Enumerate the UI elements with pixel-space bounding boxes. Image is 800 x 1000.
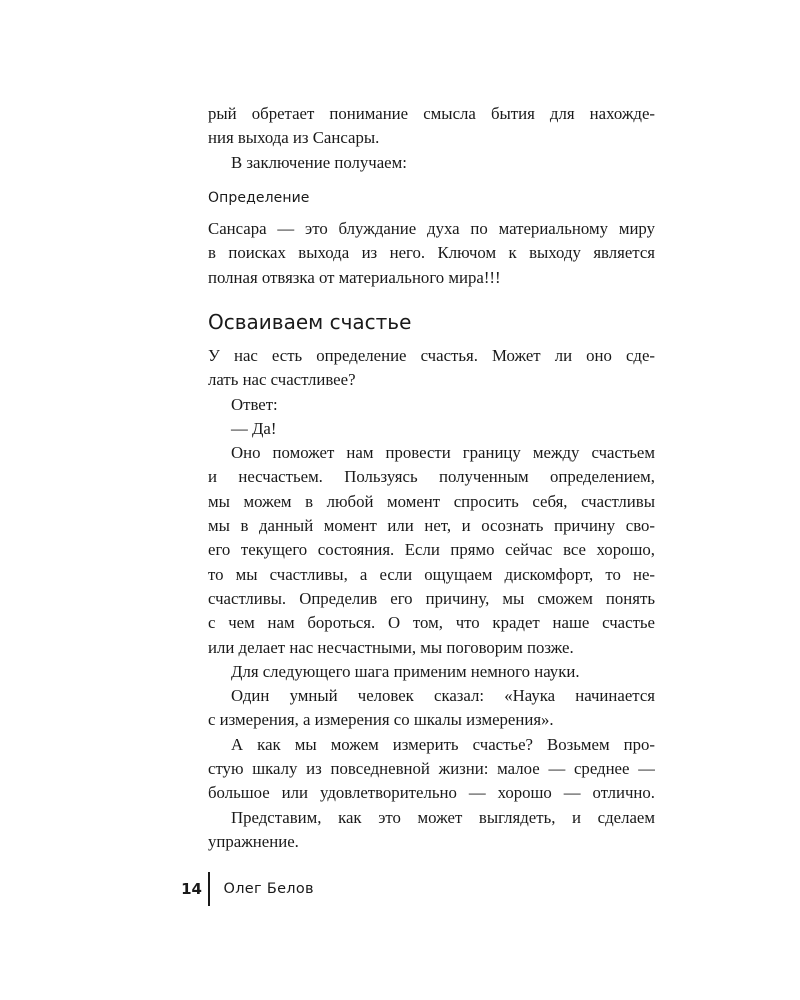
text-line: Один умный человек сказал: «Наука начинается: [231, 686, 655, 706]
text-line: его текущего состояния. Если прямо сейчас все хорошо,: [208, 540, 655, 560]
text-line: А как мы можем измерить счастье? Возьмем про-: [231, 734, 655, 754]
text-line: Представим, как это может выглядеть, и сделаем: [231, 807, 655, 827]
text-line: ния выхода из Сансары.: [208, 128, 380, 148]
text-line: мы в данный момент или нет, и осознать причину сво-: [208, 516, 655, 536]
page-number: 14: [181, 880, 202, 898]
text-line: с измерения, а измерения со шкалы измерения».: [208, 710, 554, 730]
text-line: мы можем в любой момент спросить себя, счастливы: [208, 491, 655, 511]
text-line: в поисках выхода из него. Ключом к выходу является: [208, 243, 655, 263]
text-line: полная отвязка от материального мира!!!: [208, 267, 501, 287]
text-line: упражнение.: [208, 831, 299, 851]
section-heading: Осваиваем счастье: [208, 310, 412, 334]
text-line: большое или удовлетворительно — хорошо — отлично.: [208, 783, 655, 803]
text-line: стую шкалу из повседневной жизни: малое — среднее —: [208, 759, 655, 779]
text-line: В заключение получаем:: [231, 152, 407, 172]
text-line: счастливы. Определив его причину, мы сможем понять: [208, 588, 655, 608]
text-line: Ответ:: [231, 394, 278, 414]
definition-label: Определение: [208, 190, 310, 206]
author-name: Олег Белов: [223, 881, 314, 897]
text-line: с чем нам бороться. О том, что крадет наше счастье: [208, 613, 655, 633]
paragraph-continuation: [208, 102, 655, 175]
text-line: — Да!: [231, 418, 277, 438]
text-line: лать нас счастливее?: [208, 370, 356, 390]
text-line: рый обретает понимание смысла бытия для нахожде-: [208, 104, 655, 123]
page-footer: [180, 872, 314, 906]
text-line: У нас есть определение счастья. Может ли оно сде-: [208, 346, 655, 365]
body-text: [208, 344, 655, 854]
definition-text: [208, 217, 655, 290]
text-line: или делает нас несчастными, мы поговорим позже.: [208, 637, 574, 657]
text-line: Оно поможет нам провести границу между счастьем: [231, 443, 655, 463]
text-line: Сансара — это блуждание духа по материальному миру: [208, 219, 655, 238]
text-line: то мы счастливы, а если ощущаем дискомфорт, то не-: [208, 564, 655, 584]
text-line: и несчастьем. Пользуясь полученным определением,: [208, 467, 655, 487]
text-line: Для следующего шага применим немного науки.: [231, 661, 580, 681]
